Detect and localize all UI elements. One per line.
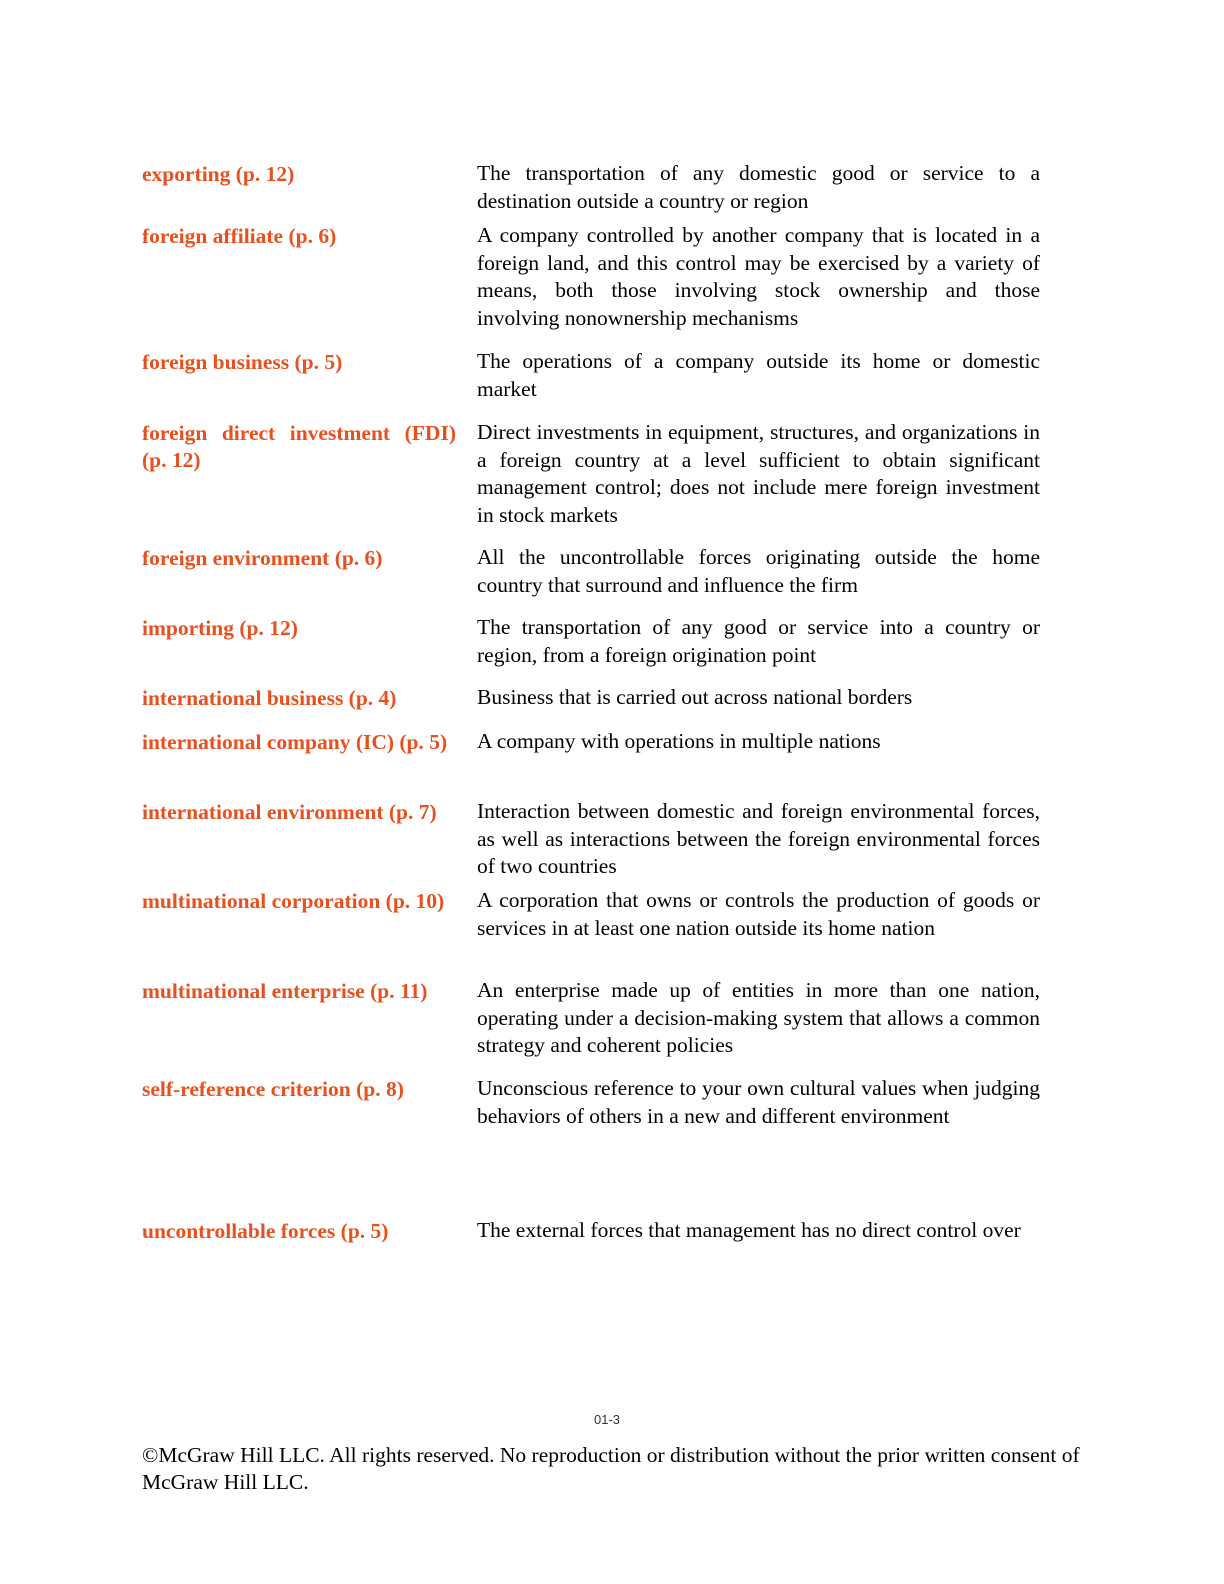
- glossary-entry: [142, 684, 1042, 728]
- page-number: 01-3: [593, 1412, 621, 1427]
- glossary-entry: [142, 798, 1042, 887]
- glossary-term: multinational enterprise (p. 11): [142, 979, 428, 1003]
- glossary-term: international company (IC) (p. 5): [142, 730, 448, 754]
- glossary-table: [142, 160, 1042, 1277]
- glossary-entry: [142, 1217, 1042, 1277]
- glossary-definition: Unconscious reference to your own cultural values when judging behaviors of others in a new and different environment: [477, 1076, 1040, 1128]
- glossary-definition: Direct investments in equipment, structures, and organizations in a foreign country at a level sufficient to obtain significant management control; does not include mere foreign investment in stock markets: [477, 420, 1040, 527]
- glossary-term: foreign environment (p. 6): [142, 546, 383, 570]
- glossary-entry: [142, 728, 1042, 798]
- glossary-entry: [142, 544, 1042, 614]
- glossary-definition: The external forces that management has no direct control over: [477, 1218, 1021, 1242]
- glossary-definition: The operations of a company outside its home or domestic market: [477, 349, 1040, 401]
- glossary-term: importing (p. 12): [142, 616, 298, 640]
- glossary-term: foreign affiliate (p. 6): [142, 224, 337, 248]
- glossary-term: uncontrollable forces (p. 5): [142, 1219, 389, 1243]
- glossary-definition: Business that is carried out across national borders: [477, 685, 913, 709]
- glossary-entry: [142, 160, 1042, 222]
- glossary-term: international business (p. 4): [142, 686, 397, 710]
- glossary-definition: An enterprise made up of entities in more than one nation, operating under a decision-making system that allows a common strategy and coherent policies: [477, 978, 1040, 1057]
- glossary-entry: [142, 977, 1042, 1075]
- glossary-definition: A company with operations in multiple nations: [477, 729, 881, 753]
- glossary-term: foreign business (p. 5): [142, 350, 343, 374]
- glossary-term: exporting (p. 12): [142, 162, 295, 186]
- glossary-definition: A company controlled by another company that is located in a foreign land, and this control may be exercised by a variety of means, both those involving stock ownership and those involving nonownership mechanisms: [477, 223, 1040, 330]
- glossary-definition: A corporation that owns or controls the production of goods or services in at least one nation outside its home nation: [477, 888, 1040, 940]
- glossary-term: international environment (p. 7): [142, 800, 437, 824]
- glossary-entry: [142, 1075, 1042, 1217]
- glossary-entry: [142, 222, 1042, 348]
- glossary-entry: [142, 614, 1042, 684]
- glossary-definition: The transportation of any domestic good or service to a destination outside a country or region: [477, 161, 1040, 213]
- glossary-entry: [142, 348, 1042, 419]
- glossary-definition: The transportation of any good or service into a country or region, from a foreign origination point: [477, 615, 1040, 667]
- glossary-definition: Interaction between domestic and foreign environmental forces, as well as interactions between the foreign environmental forces of two countries: [477, 799, 1040, 878]
- glossary-term: foreign direct investment (FDI) (p. 12): [142, 421, 456, 472]
- glossary-definition: All the uncontrollable forces originating outside the home country that surround and influence the firm: [477, 545, 1040, 597]
- glossary-entry: [142, 887, 1042, 977]
- copyright-notice: ©McGraw Hill LLC. All rights reserved. No reproduction or distribution without the prior written consent of McGraw Hill LLC.: [142, 1443, 1080, 1494]
- glossary-entry: [142, 419, 1042, 544]
- glossary-term: multinational corporation (p. 10): [142, 889, 445, 913]
- glossary-term: self-reference criterion (p. 8): [142, 1077, 404, 1101]
